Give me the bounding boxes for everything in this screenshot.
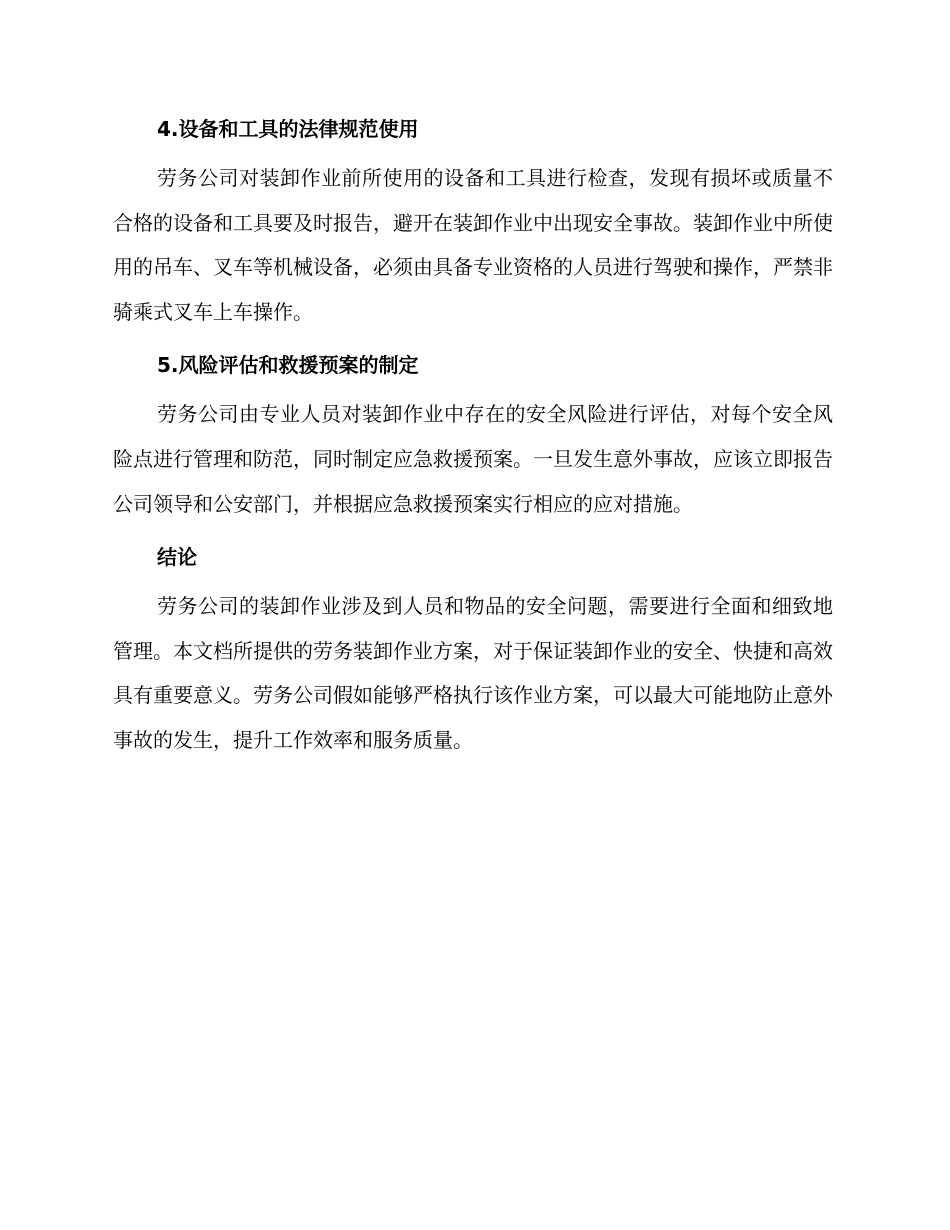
section-heading: 4.设备和工具的法律规范使用: [157, 117, 419, 141]
section-heading: 结论: [157, 545, 197, 570]
section-risk-assessment: [113, 348, 833, 526]
section-conclusion: [113, 540, 833, 762]
section-heading: 5.风险评估和救援预案的制定: [157, 353, 419, 378]
section-paragraph: 劳务公司的装卸作业涉及到人员和物品的安全问题，需要进行全面和细致地管理。本文档所提供的劳务装卸作业方案，对于保证装卸作业的安全、快捷和高效具有重要意义。劳务公司假如能够严格执行该作业方案，可以最大可能地防止意外事故的发生，提升工作效率和服务质量。: [113, 594, 833, 752]
section-equipment-usage: [113, 112, 833, 334]
section-paragraph: 劳务公司由专业人员对装卸作业中存在的安全风险进行评估，对每个安全风险点进行管理和防范，同时制定应急救援预案。一旦发生意外事故，应该立即报告公司领导和公安部门，并根据应急救援预案实行相应的应对措施。: [113, 402, 833, 516]
section-paragraph: 劳务公司对装卸作业前所使用的设备和工具进行检查，发现有损坏或质量不合格的设备和工具要及时报告，避开在装卸作业中出现安全事故。装卸作业中所使用的吊车、叉车等机械设备，必须由具备专业资格的人员进行驾驶和操作，严禁非骑乘式叉车上车操作。: [113, 166, 833, 324]
document-body: [113, 112, 833, 777]
